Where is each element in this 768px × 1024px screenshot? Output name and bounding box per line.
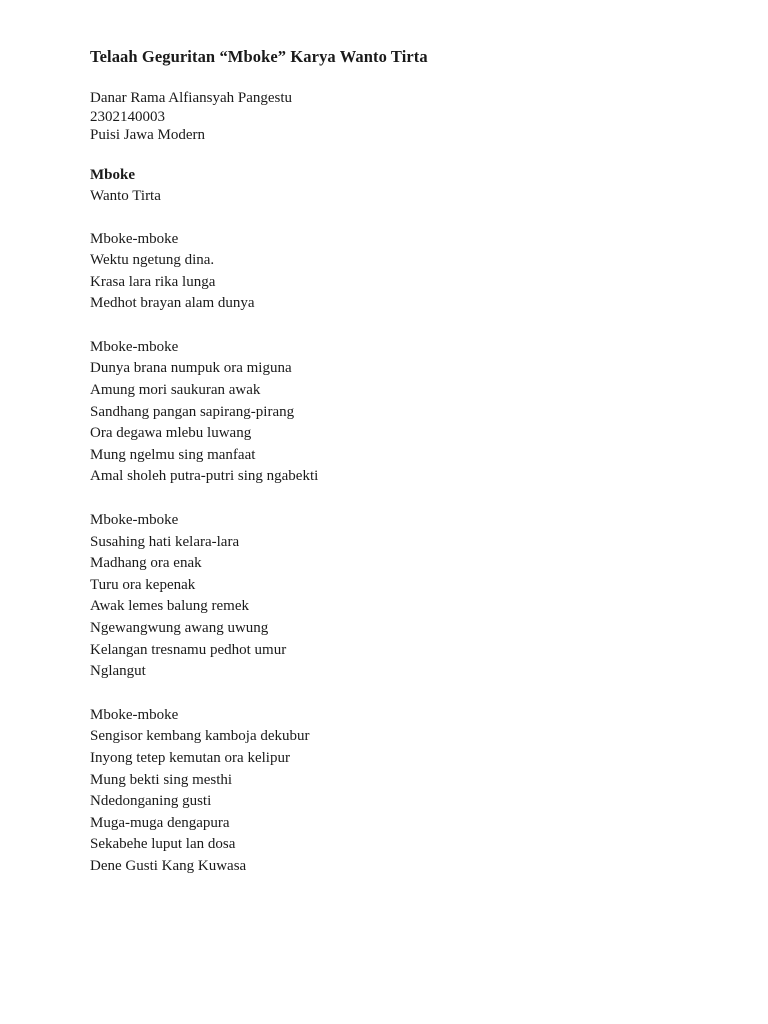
- poem-line: Amung mori saukuran awak: [90, 382, 261, 399]
- poem-line: Amal sholeh putra-putri sing ngabekti: [90, 468, 319, 485]
- poem-line: Susahing hati kelara-lara: [90, 533, 240, 550]
- author-info: [90, 89, 710, 145]
- poem-line: Muga-muga dengapura: [90, 814, 230, 831]
- poem-line: Madhang ora enak: [90, 555, 202, 572]
- poem-line: Dunya brana numpuk ora miguna: [90, 360, 292, 377]
- poem-line: Dene Gusti Kang Kuwasa: [90, 857, 247, 874]
- poem-line: Mung ngelmu sing manfaat: [90, 446, 256, 463]
- poem-line: Kelangan tresnamu pedhot umur: [90, 641, 287, 658]
- course-name: Puisi Jawa Modern: [90, 127, 205, 143]
- document-title: Telaah Geguritan “Mboke” Karya Wanto Tirta: [90, 47, 428, 66]
- poem-line: Turu ora kepenak: [90, 576, 196, 593]
- poem-heading: [90, 165, 710, 207]
- poem-line: Awak lemes balung remek: [90, 598, 249, 615]
- stanza-1: [90, 229, 710, 315]
- poem-line: Nglangut: [90, 663, 146, 680]
- poem-title: Mboke: [90, 166, 135, 183]
- poem-line: Wektu ngetung dina.: [90, 252, 215, 269]
- poem-line: Mboke-mboke: [90, 512, 179, 529]
- student-id: 2302140003: [90, 108, 165, 125]
- document-page: [90, 45, 710, 878]
- stanza-3: [90, 510, 710, 683]
- poem-line: Mboke-mboke: [90, 338, 179, 355]
- poem-line: Sekabehe luput lan dosa: [90, 836, 236, 853]
- poem-line: Ora degawa mlebu luwang: [90, 425, 252, 442]
- poem-line: Ngewangwung awang uwung: [90, 620, 269, 636]
- poem-line: Sengisor kembang kamboja dekubur: [90, 728, 310, 745]
- poem-line: Medhot brayan alam dunya: [90, 295, 255, 312]
- poem-line: Sandhang pangan sapirang-pirang: [90, 403, 295, 420]
- poem-line: Krasa lara rika lunga: [90, 273, 216, 290]
- poem-line: Mboke-mboke: [90, 706, 179, 723]
- stanza-2: [90, 337, 710, 488]
- poem-author: Wanto Tirta: [90, 187, 161, 204]
- poem-line: Ndedonganing gusti: [90, 793, 212, 810]
- author-name: Danar Rama Alfiansyah Pangestu: [90, 90, 293, 106]
- poem-line: Mboke-mboke: [90, 230, 179, 247]
- stanza-4: [90, 705, 710, 878]
- poem-line: Mung bekti sing mesthi: [90, 771, 233, 788]
- poem-line: Inyong tetep kemutan ora kelipur: [90, 749, 290, 766]
